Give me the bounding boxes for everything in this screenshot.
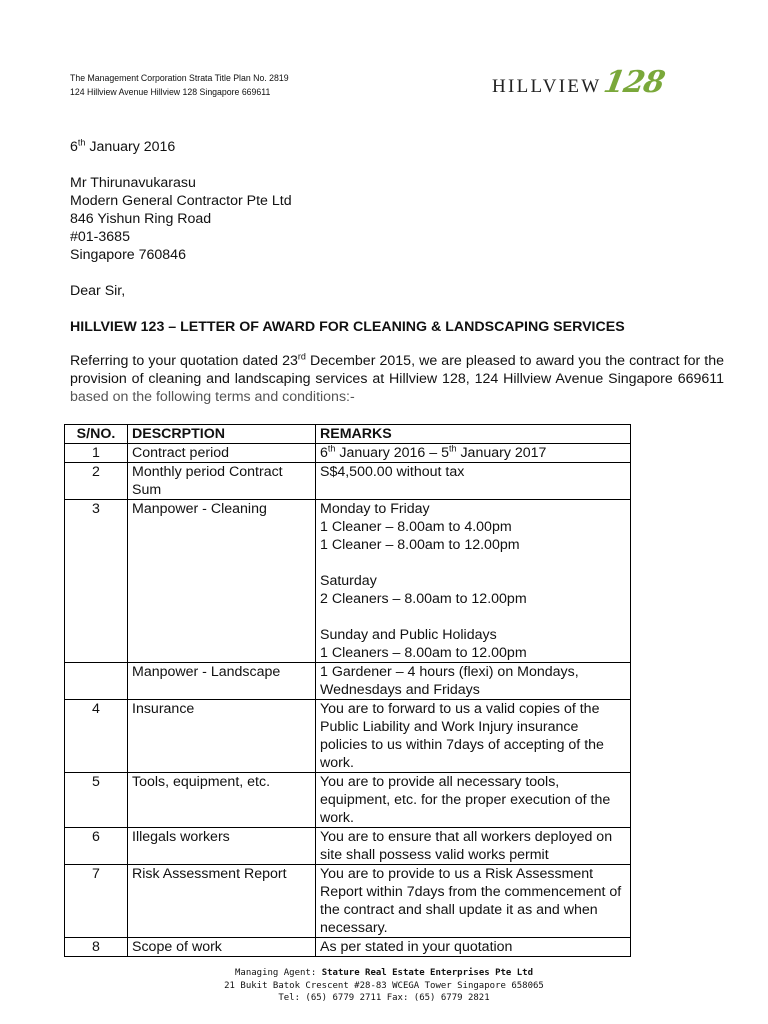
table-row: Manpower - Landscape 1 Gardener – 4 hours (flexi) on Mondays, Wednesdays and Fridays	[65, 663, 631, 700]
mc-line-2: 124 Hillview Avenue Hillview 128 Singapore 669611	[70, 87, 271, 98]
logo-wordmark: HILLVIEW	[492, 76, 602, 97]
table-row: 8 Scope of work As per stated in your quotation	[65, 938, 631, 957]
table-row: 5 Tools, equipment, etc. You are to provide all necessary tools, equipment, etc. for the proper execution of the work.	[65, 773, 631, 828]
intro-paragraph: Referring to your quotation dated 23rd December 2015, we are pleased to award you the contract for the provision of cleaning and landscaping services at Hillview 128, 124 Hillview Avenue Singapore 669611 based on the following terms and conditions:-	[70, 351, 725, 405]
table-row: 3 Manpower - Cleaning Monday to Friday 1 Cleaner – 8.00am to 4.00pm 1 Cleaner – 8.00am to 12.00pm Saturday 2 Cleaners – 8.00am to 12.00pm Sunday and Public Holidays 1 Cleaners – 8.00am to 12.00pm	[65, 500, 631, 663]
letter-subject: HILLVIEW 123 – LETTER OF AWARD FOR CLEANING & LANDSCAPING SERVICES	[70, 319, 625, 335]
header-remarks: REMARKS	[316, 425, 631, 444]
header-description: DESCRPTION	[128, 425, 316, 444]
managing-agent-line: Managing Agent: Stature Real Estate Enterprises Pte Ltd	[234, 968, 534, 978]
table-row: 4 Insurance You are to forward to us a valid copies of the Public Liability and Work Injury insurance policies to us within 7days of accepting of the work.	[65, 700, 631, 773]
letter-date: 6th January 2016	[70, 137, 176, 155]
recipient-postal: Singapore 760846	[70, 247, 186, 263]
terms-table	[64, 424, 631, 957]
recipient-address	[70, 174, 292, 264]
table-row: 6 Illegals workers You are to ensure that all workers deployed on site shall possess valid works permit	[65, 828, 631, 865]
letter-footer	[0, 967, 768, 1005]
hillview-logo	[492, 65, 667, 100]
mc-line-1: The Management Corporation Strata Title Plan No. 2819	[70, 73, 289, 84]
recipient-street: 846 Yishun Ring Road	[70, 211, 212, 227]
recipient-company: Modern General Contractor Pte Ltd	[70, 193, 292, 209]
agent-address: 21 Bukit Batok Crescent #28-83 WCEGA Tower Singapore 658065	[224, 980, 544, 991]
table-row: 1 Contract period 6th January 2016 – 5th January 2017	[65, 444, 631, 463]
recipient-unit: #01-3685	[70, 229, 130, 245]
agent-contact: Tel: (65) 6779 2711 Fax: (65) 6779 2821	[278, 993, 490, 1003]
management-corporation-header	[70, 72, 289, 100]
table-row: 2 Monthly period Contract Sum S$4,500.00 without tax	[65, 463, 631, 500]
table-header-row	[65, 425, 631, 444]
logo-script-number: 128	[600, 65, 667, 100]
header-sno: S/NO.	[65, 425, 128, 444]
recipient-name: Mr Thirunavukarasu	[70, 175, 196, 191]
table-row: 7 Risk Assessment Report You are to provide to us a Risk Assessment Report within 7days from the commencement of the contract and shall update it as and when necessary.	[65, 865, 631, 938]
salutation: Dear Sir,	[70, 283, 126, 299]
